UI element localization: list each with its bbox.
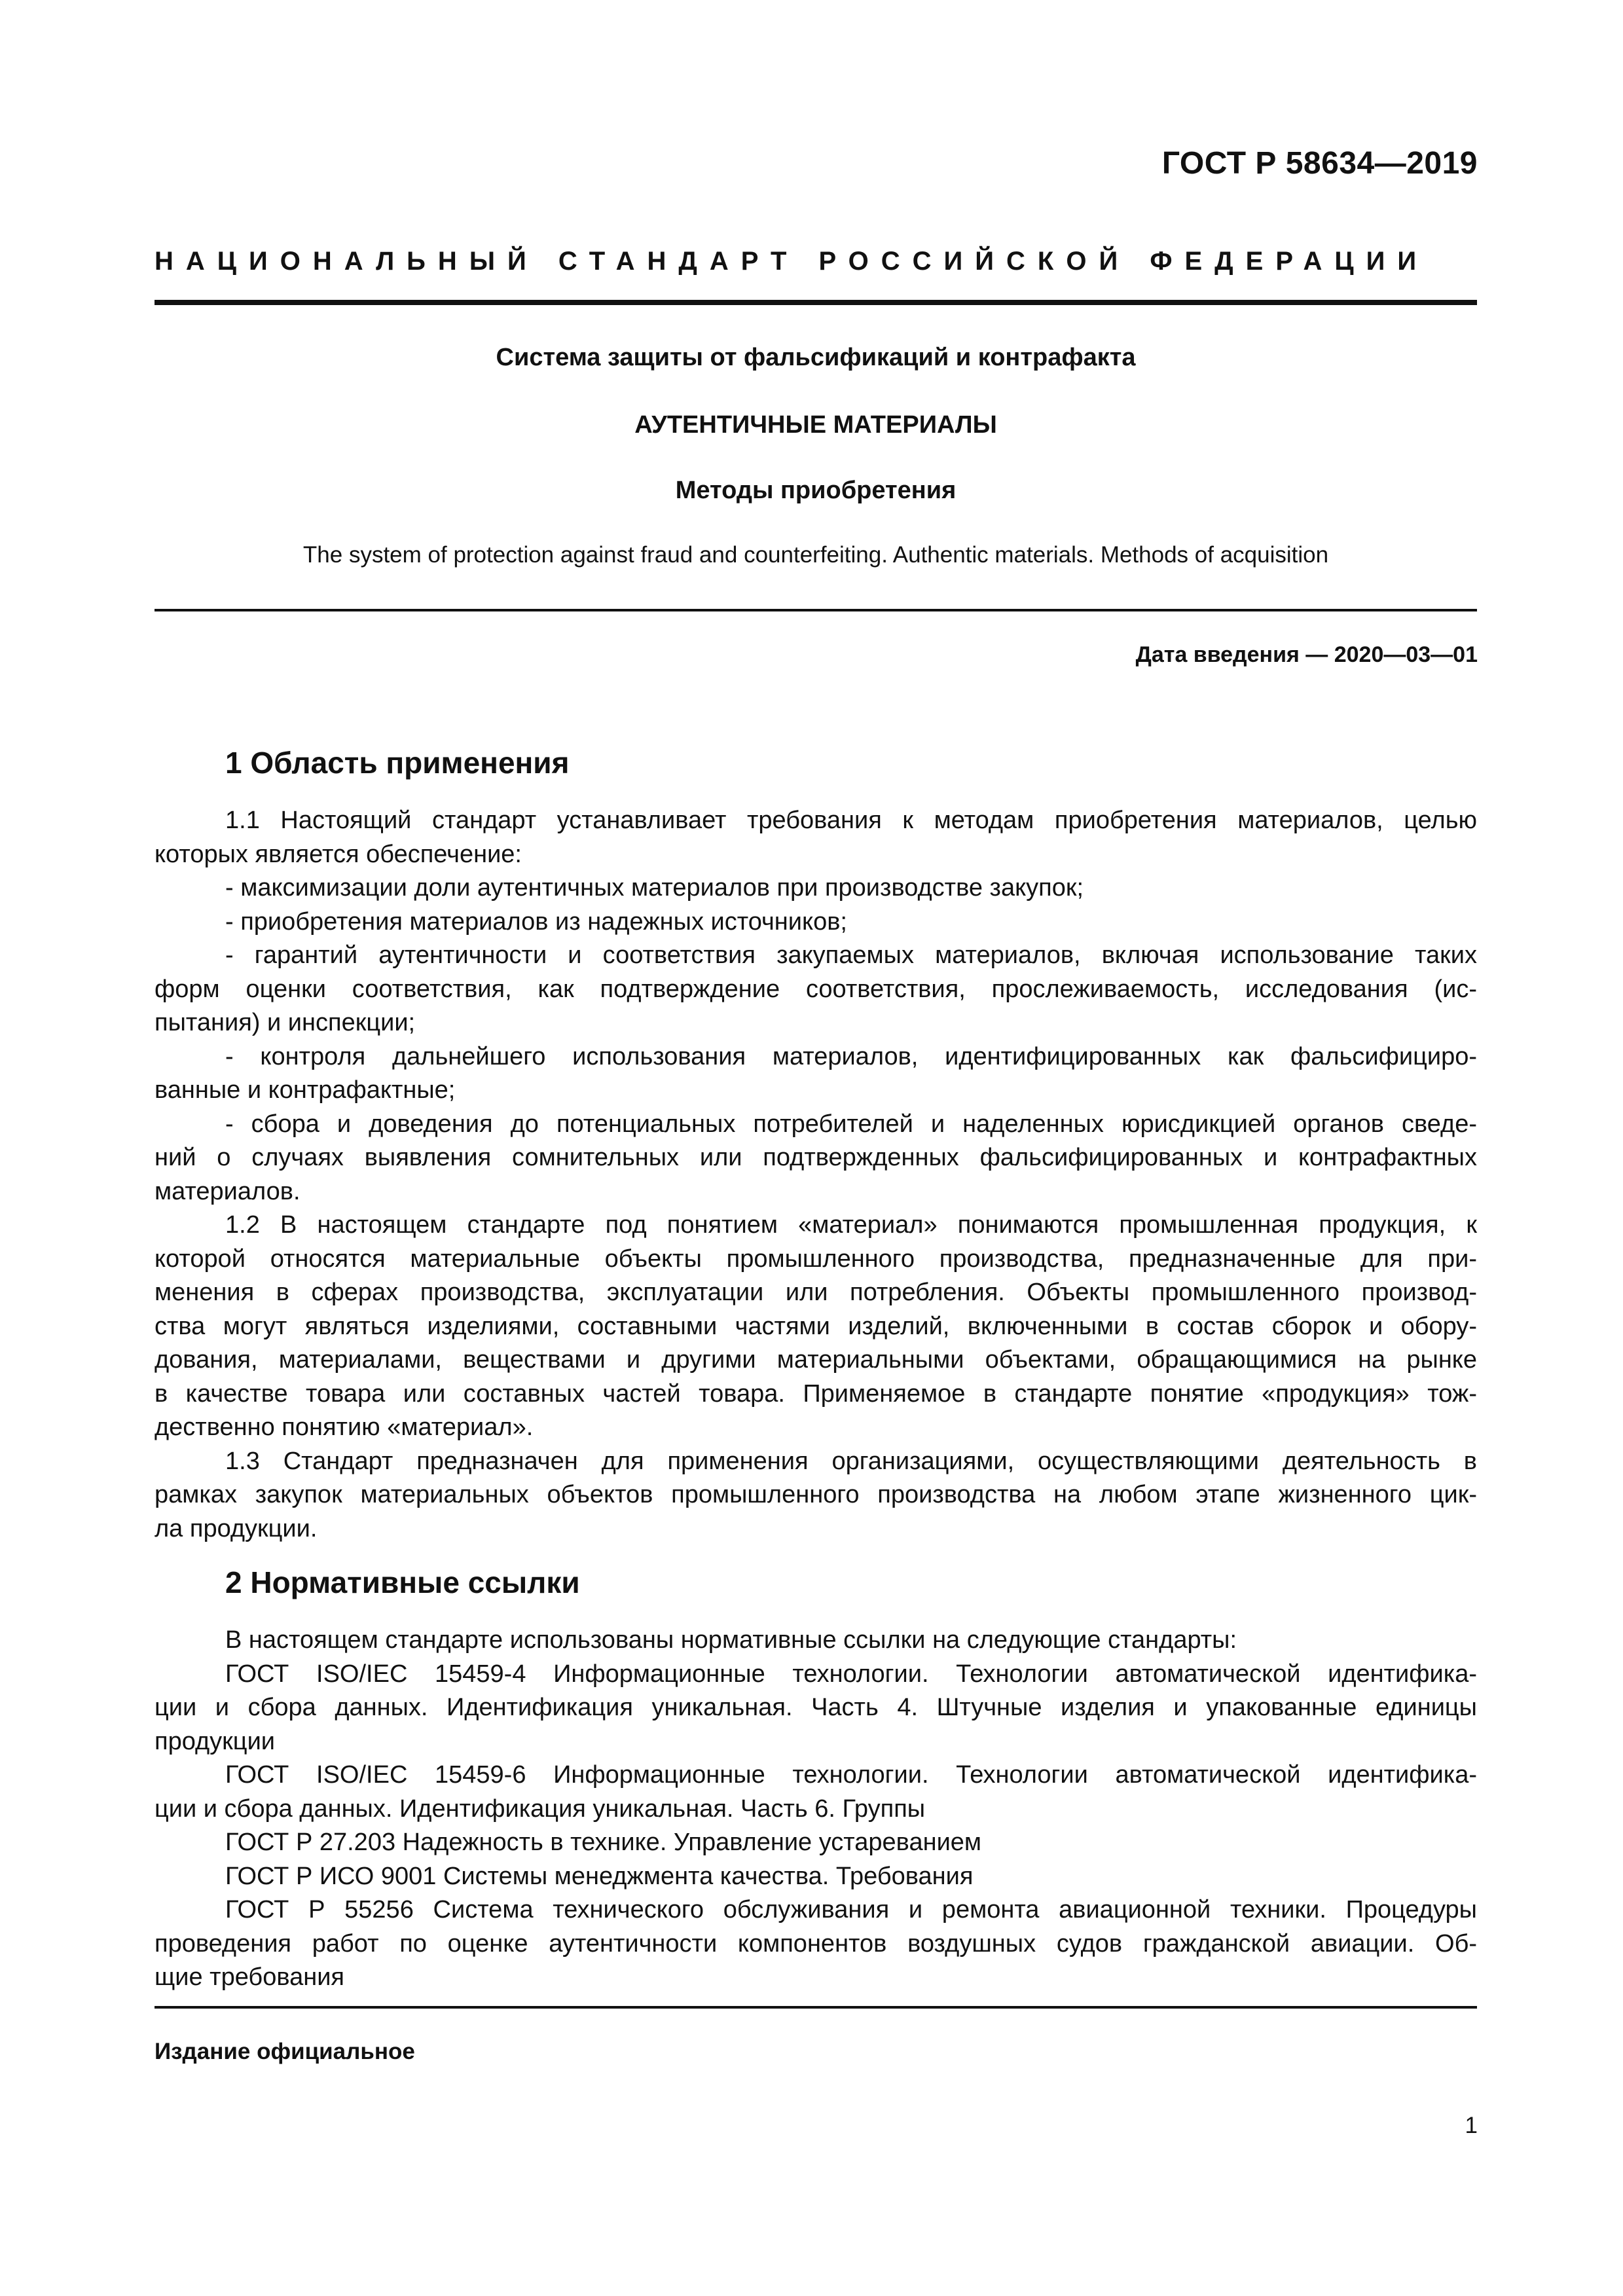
text-line: форм оценки соответствия, как подтверждение соответствия, прослеживаемость, исследования (ис- [155, 975, 1477, 1003]
text-line: в качестве товара или составных частей товара. Применяемое в стандарте понятие «продукция» тож- [155, 1379, 1477, 1408]
text-line: продукции [155, 1727, 276, 1755]
text-line: В настоящем стандарте использованы нормативные ссылки на следующие стандарты: [225, 1626, 1237, 1654]
title-subtitle: Методы приобретения [675, 477, 957, 504]
text-line: ства могут являться изделиями, составными частями изделий, включенными в состав сборок и обору- [155, 1312, 1477, 1340]
text-line: ла продукции. [155, 1514, 318, 1542]
section-1-body [155, 804, 1477, 1546]
title-series: Система защиты от фальсификаций и контрафакта [496, 344, 1136, 371]
reference-item: ГОСТ Р 55256 Система технического обслуживания и ремонта авиационной техники. Процедуры [225, 1896, 1477, 1923]
standard-number: ГОСТ Р 58634—2019 [1161, 146, 1478, 181]
section-2-body [155, 1624, 1477, 1995]
footer-divider [155, 2006, 1477, 2009]
text-line: ний о случаях выявления сомнительных или подтвержденных фальсифицированных и контрафактных [155, 1144, 1477, 1171]
text-line: материалов. [155, 1177, 301, 1205]
page-number: 1 [1465, 2113, 1478, 2138]
text-line: ции и сбора данных. Идентификация уникальная. Часть 6. Группы [155, 1795, 926, 1823]
text-line: менения в сферах производства, эксплуатации или потребления. Объекты промышленного производ- [155, 1279, 1477, 1306]
list-item: - гарантий аутентичности и соответствия закупаемых материалов, включая использование таких [225, 941, 1477, 969]
section-2-heading: 2 Нормативные ссылки [225, 1565, 580, 1599]
text-line: дования, материалами, веществами и другими материальными объектами, обращающимися на рынке [155, 1346, 1477, 1374]
introduction-date: Дата введения — 2020—03—01 [1135, 642, 1478, 667]
official-edition-label: Издание официальное [155, 2039, 415, 2064]
text-line: ванные и контрафактные; [155, 1076, 456, 1104]
text-line: которых является обеспечение: [155, 840, 522, 868]
title-english: The system of protection against fraud and counterfeiting. Authentic materials. Methods of acquisition [302, 542, 1329, 568]
reference-item: ГОСТ ISO/IEC 15459-4 Информационные технологии. Технологии автоматической идентифика- [225, 1660, 1477, 1688]
text-line: ции и сбора данных. Идентификация уникальная. Часть 4. Штучные изделия и упакованные единицы [155, 1694, 1477, 1721]
list-item: - сбора и доведения до потенциальных потребителей и наделенных юрисдикцией органов сведе- [225, 1110, 1477, 1138]
text-line: пытания) и инспекции; [155, 1009, 416, 1036]
reference-item: ГОСТ Р ИСО 9001 Системы менеджмента качества. Требования [225, 1862, 974, 1890]
list-item: - контроля дальнейшего использования материалов, идентифицированных как фальсифициро- [225, 1042, 1477, 1070]
title-main: АУТЕНТИЧНЫЕ МАТЕРИАЛЫ [634, 411, 997, 439]
text-line: 1.2 В настоящем стандарте под понятием «материал» понимаются промышленная продукция, к [225, 1211, 1477, 1239]
text-line: дественно понятию «материал». [155, 1413, 534, 1441]
text-line: 1.1 Настоящий стандарт устанавливает требования к методам приобретения материалов, целью [225, 807, 1477, 834]
reference-item: ГОСТ Р 27.203 Надежность в технике. Управление устареванием [225, 1829, 982, 1856]
section-1-heading: 1 Область применения [225, 746, 570, 780]
title-divider [155, 609, 1477, 611]
list-item: - максимизации доли аутентичных материалов при производстве закупок; [225, 874, 1084, 902]
header-divider [155, 300, 1477, 305]
reference-item: ГОСТ ISO/IEC 15459-6 Информационные технологии. Технологии автоматической идентифика- [225, 1761, 1477, 1789]
text-line: щие требования [155, 1963, 345, 1991]
text-line: проведения работ по оценке аутентичности компонентов воздушных судов гражданской авиации. Об- [155, 1929, 1477, 1958]
text-line: рамках закупок материальных объектов промышленного производства на любом этапе жизненного цик- [155, 1481, 1477, 1508]
text-line: которой относятся материальные объекты промышленного производства, предназначенные для при- [155, 1245, 1477, 1273]
text-line: 1.3 Стандарт предназначен для применения организациями, осуществляющими деятельность в [225, 1447, 1477, 1475]
national-standard-banner: НАЦИОНАЛЬНЫЙ СТАНДАРТ РОССИЙСКОЙ ФЕДЕРАЦИИ [155, 247, 1429, 276]
list-item: - приобретения материалов из надежных источников; [225, 907, 847, 936]
